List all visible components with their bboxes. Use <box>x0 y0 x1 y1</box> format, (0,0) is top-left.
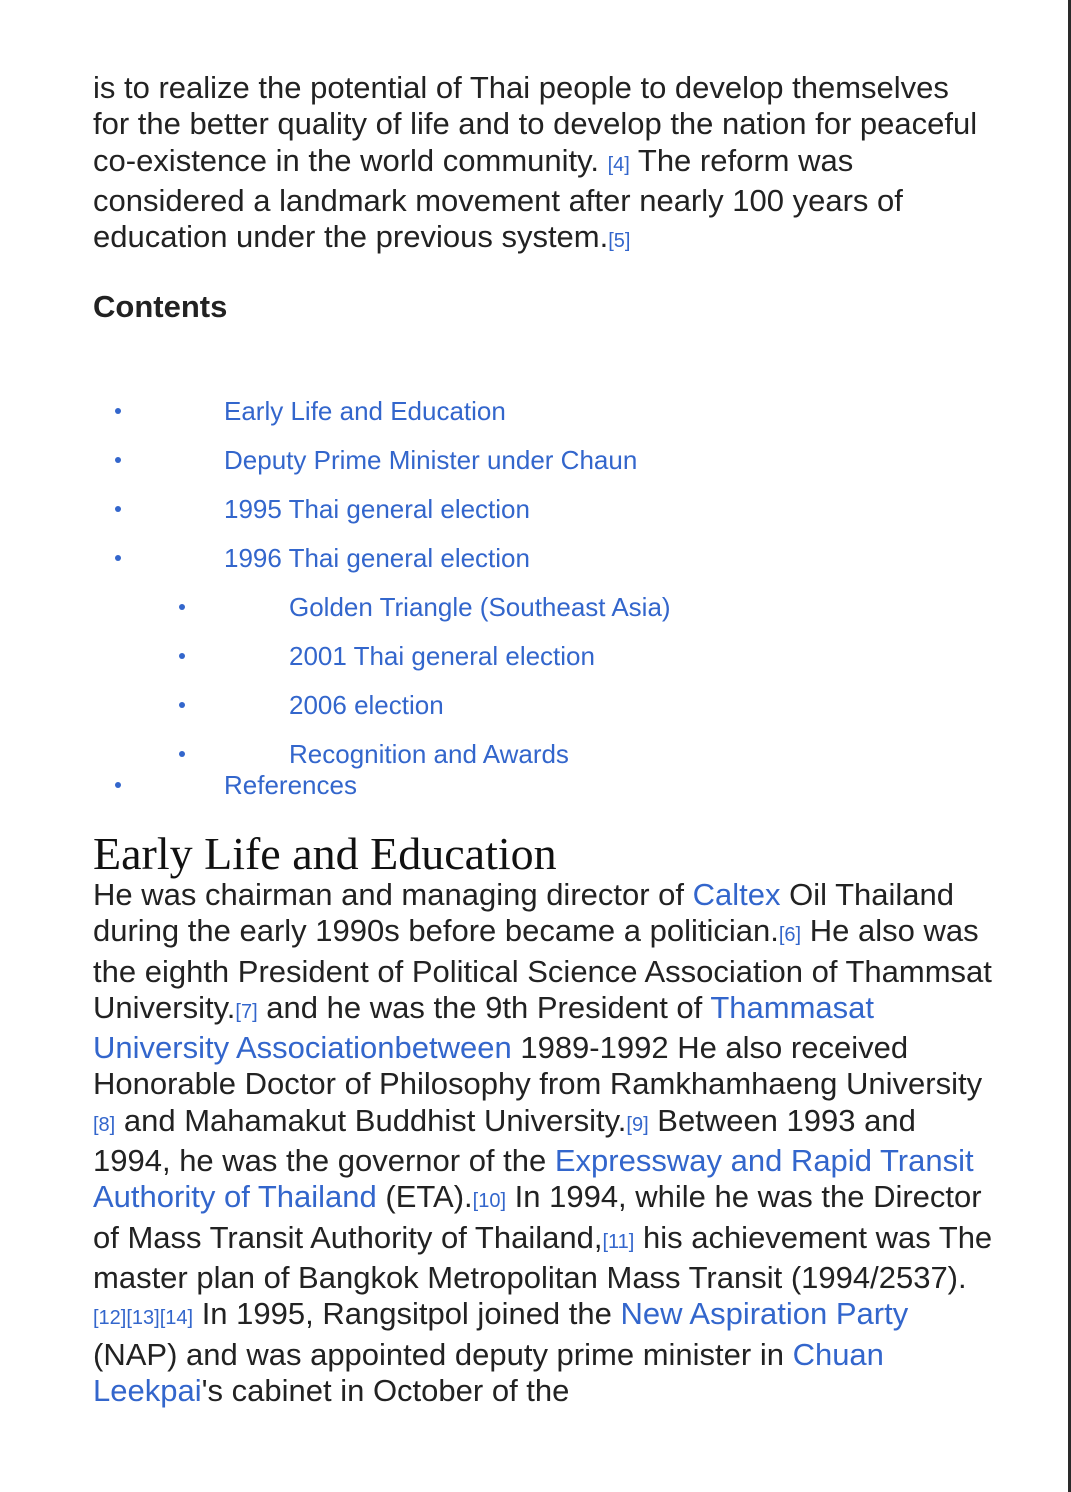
bullet-icon <box>115 506 121 512</box>
body-text: (NAP) and was appointed deputy prime minister in <box>93 1336 793 1372</box>
citation-11[interactable]: [11] <box>602 1230 635 1253</box>
citation-7[interactable]: [7] <box>235 1000 258 1023</box>
citation-12[interactable]: [12] <box>93 1307 127 1330</box>
intro-paragraph <box>93 70 993 259</box>
body-text: and he was the 9th President of <box>257 989 711 1025</box>
toc-item-2001-election[interactable] <box>0 639 900 673</box>
bullet-icon <box>179 751 185 757</box>
citation-5[interactable]: [5] <box>608 230 631 253</box>
bullet-icon <box>179 653 185 659</box>
toc-item-references[interactable] <box>0 768 900 802</box>
toc-link[interactable]: 1996 Thai general election <box>224 543 530 573</box>
bullet-icon <box>115 408 121 414</box>
toc-link[interactable]: Deputy Prime Minister under Chaun <box>224 445 638 475</box>
toc-link[interactable]: Golden Triangle (Southeast Asia) <box>289 592 671 622</box>
toc-link[interactable]: Early Life and Education <box>224 396 506 426</box>
body-text: He was chairman and managing director of <box>93 877 693 912</box>
toc-link[interactable]: 2006 election <box>289 690 444 720</box>
toc-item-recognition[interactable] <box>0 737 900 771</box>
toc-item-early-life[interactable] <box>0 394 900 428</box>
citation-14[interactable]: [14] <box>159 1307 194 1330</box>
citation-8[interactable]: [8] <box>93 1113 116 1136</box>
toc-item-1995-election[interactable] <box>0 492 900 526</box>
link-chuan-leekpai[interactable]: Chuan Leekpai <box>93 1336 884 1408</box>
bullet-icon <box>179 702 185 708</box>
section-heading: Early Life and Education <box>93 828 557 879</box>
toc-item-golden-triangle[interactable] <box>0 590 900 624</box>
citation-9[interactable]: [9] <box>626 1113 649 1136</box>
toc-link[interactable]: Recognition and Awards <box>289 739 569 769</box>
body-text: In 1995, Rangsitpol joined the <box>193 1296 621 1332</box>
body-text: his achievement was The master plan of Bangkok Metropolitan Mass Transit (1994/2537). <box>93 1219 993 1295</box>
intro-text: The reform was considered a landmark movement after nearly 100 years of education under the previous system. <box>93 142 903 255</box>
citation-13[interactable]: [13] <box>126 1307 160 1330</box>
link-thammasat-association[interactable]: Thammasat University Associationbetween <box>93 989 875 1066</box>
toc-item-1996-election[interactable] <box>0 541 900 575</box>
body-text: Oil Thailand during the early 1990s before became a politician. <box>93 877 954 949</box>
toc-link[interactable]: 2001 Thai general election <box>289 641 595 671</box>
bullet-icon <box>179 604 185 610</box>
bullet-icon <box>115 555 121 561</box>
toc-link[interactable]: 1995 Thai general election <box>224 494 530 524</box>
section-paragraph <box>93 877 993 1409</box>
body-text: 1989-1992 He also received Honorable Doctor of Philosophy from Ramkhamhaeng University <box>93 1030 983 1102</box>
body-text: In 1994, while he was the Director of Mass Transit Authority of Thailand, <box>93 1179 982 1255</box>
toc-item-2006-election[interactable] <box>0 688 900 722</box>
link-new-aspiration-party[interactable]: New Aspiration Party <box>620 1296 909 1332</box>
contents-heading: Contents <box>93 289 228 324</box>
link-caltex[interactable]: Caltex <box>692 877 781 912</box>
bullet-icon <box>115 782 121 788</box>
bullet-icon <box>115 457 121 463</box>
body-text: and Mahamakut Buddhist University. <box>115 1102 627 1138</box>
body-text: He also was the eighth President of Political Science Association of Thammsat University. <box>93 913 992 1025</box>
body-text: (ETA). <box>376 1179 473 1215</box>
body-text: 's cabinet in October of the <box>201 1372 570 1408</box>
intro-text: is to realize the potential of Thai people to develop themselves for the better quality of life and to develop the nation for peaceful co-existence in the world community. <box>93 70 978 178</box>
body-text: Between 1993 and 1994, he was the governor of the <box>93 1102 916 1179</box>
citation-4[interactable]: [4] <box>607 153 630 176</box>
citation-6[interactable]: [6] <box>778 924 802 947</box>
toc-link[interactable]: References <box>224 770 357 800</box>
link-expressway-authority[interactable]: Expressway and Rapid Transit Authority of Thailand <box>93 1143 974 1215</box>
toc-item-deputy-pm[interactable] <box>0 443 900 477</box>
citation-10[interactable]: [10] <box>472 1190 507 1213</box>
